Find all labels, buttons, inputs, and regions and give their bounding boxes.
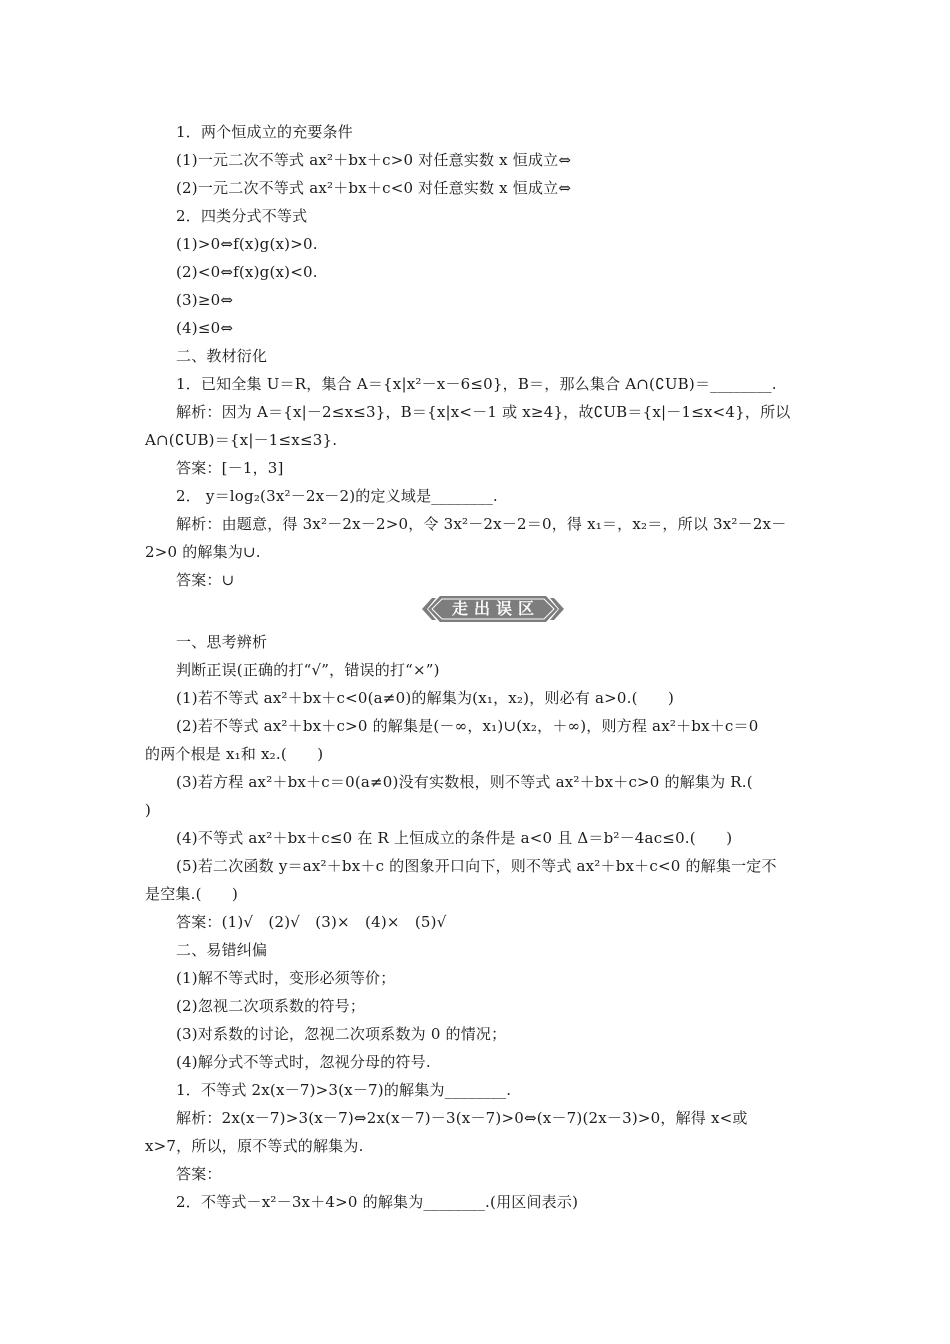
text-line: 判断正误(正确的打“√”，错误的打“×”) <box>176 661 440 679</box>
text-line: (4)≤0⇔ <box>176 319 234 337</box>
answer-line: 答案： <box>176 1165 222 1183</box>
question-line: (3)若方程 ax²＋bx＋c＝0(a≠0)没有实数根，则不等式 ax²＋bx＋c>0 的解集为 R.( <box>176 773 753 791</box>
text-line: (1)解不等式时，变形必须等价； <box>176 969 396 987</box>
question-line: (5)若二次函数 y＝ax²＋bx＋c 的图象开口向下，则不等式 ax²＋bx＋c<0 的解集一定不 <box>176 857 777 875</box>
text-line: (1)一元二次不等式 ax²＋bx＋c>0 对任意实数 x 恒成立⇔ <box>176 151 572 169</box>
solution-line: 解析：2x(x－7)>3(x－7)⇔2x(x－7)－3(x－7)>0⇔(x－7)(2x－3)>0，解得 x<或 <box>176 1109 748 1127</box>
text-line: (3)≥0⇔ <box>176 291 234 309</box>
question-line: (4)不等式 ax²＋bx＋c≤0 在 R 上恒成立的条件是 a<0 且 Δ＝b²－4ac≤0.( ) <box>176 829 733 847</box>
solution-line: 2>0 的解集为∪. <box>145 543 261 561</box>
answer-line: 答案：[－1，3] <box>176 459 284 477</box>
text-line: (4)解分式不等式时，忽视分母的符号. <box>176 1053 431 1071</box>
section-banner <box>422 594 564 624</box>
question-line: 的两个根是 x₁和 x₂.( ) <box>145 745 324 763</box>
heading-fractional-inequalities: 2．四类分式不等式 <box>176 207 308 225</box>
heading-common-mistakes: 二、易错纠偏 <box>176 941 268 959</box>
solution-line: x>7，所以，原不等式的解集为. <box>145 1137 364 1155</box>
question-line: 是空集.( ) <box>145 885 239 903</box>
question-line: 1．不等式 2x(x－7)>3(x－7)的解集为________. <box>176 1081 512 1099</box>
text-line: (1)>0⇔f(x)g(x)>0. <box>176 235 318 253</box>
heading-conditions: 1．两个恒成立的充要条件 <box>176 123 353 141</box>
text-line: (3)对系数的讨论，忽视二次项系数为 0 的情况； <box>176 1025 507 1043</box>
heading-reflection: 一、思考辨析 <box>176 633 268 651</box>
text-line: (2)一元二次不等式 ax²＋bx＋c<0 对任意实数 x 恒成立⇔ <box>176 179 572 197</box>
question-line: ) <box>145 801 152 819</box>
question-line: (2)若不等式 ax²＋bx＋c>0 的解集是(－∞，x₁)∪(x₂，＋∞)，则方程 ax²＋bx＋c＝0 <box>176 717 759 735</box>
text-line: (2)<0⇔f(x)g(x)<0. <box>176 263 318 281</box>
question-line: 1．已知全集 U＝R，集合 A＝{x|x²－x－6≤0}，B＝，那么集合 A∩(∁UB)＝________. <box>176 375 777 393</box>
question-line: 2． y＝log₂(3x²－2x－2)的定义域是________. <box>176 487 498 505</box>
answer-line: 答案：(1)√ (2)√ (3)× (4)× (5)√ <box>176 913 447 931</box>
solution-line: 解析：因为 A＝{x|－2≤x≤3}，B＝{x|x<－1 或 x≥4}，故∁UB＝{x|－1≤x<4}，所以 <box>176 403 791 421</box>
text-line: (2)忽视二次项系数的符号； <box>176 997 366 1015</box>
answer-line: 答案：∪ <box>176 571 235 589</box>
question-line: 2．不等式－x²－3x＋4>0 的解集为________.(用区间表示) <box>176 1193 579 1211</box>
heading-textbook-derivation: 二、教材衍化 <box>176 347 268 365</box>
solution-line: A∩(∁UB)＝{x|－1≤x≤3}. <box>145 431 338 449</box>
banner-label: 走出误区 <box>451 599 540 618</box>
solution-line: 解析：由题意，得 3x²－2x－2>0，令 3x²－2x－2＝0，得 x₁＝，x₂＝，所以 3x²－2x－ <box>176 515 787 533</box>
question-line: (1)若不等式 ax²＋bx＋c<0(a≠0)的解集为(x₁，x₂)，则必有 a>0.( ) <box>176 689 675 707</box>
